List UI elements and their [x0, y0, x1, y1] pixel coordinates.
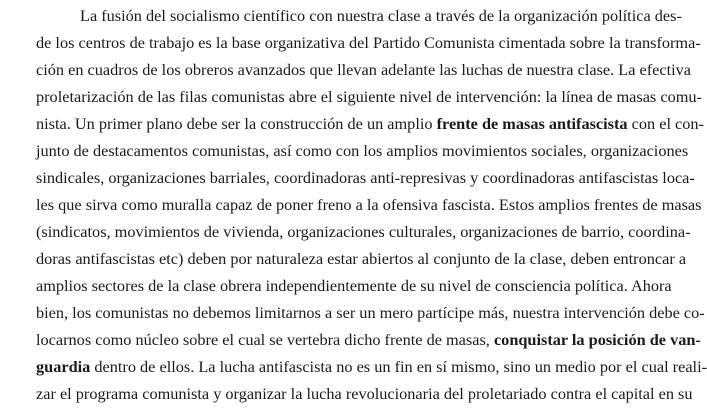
text-line	[36, 87, 702, 107]
text-line	[36, 222, 691, 242]
text-line	[36, 195, 702, 215]
text-run: junto de destacamentos comunistas, así como con los amplios movimientos sociales, organizaciones	[36, 141, 689, 160]
text-run: sindicales, organizaciones barriales, coordinadoras anti-represivas y coordinadoras antifascistas loca-	[36, 168, 695, 187]
text-line	[36, 276, 672, 296]
text-run: locarnos como núcleo sobre el cual se vertebra dicho frente de masas,	[36, 330, 494, 349]
text-run: zar el programa comunista y organizar la lucha revolucionaria del proletariado contra el capital en su	[36, 384, 693, 403]
text-line	[36, 384, 693, 404]
text-run: doras antifascistas etc) deben por naturaleza estar abiertos al conjunto de la clase, deben entroncar a	[36, 249, 687, 268]
text-line	[36, 249, 687, 269]
text-run: de los centros de trabajo es la base organizativa del Partido Comunista cimentada sobre la transforma-	[36, 33, 701, 52]
text-run: ción en cuadros de los obreros avanzados que llevan adelante las luchas de nuestra clase. La efectiva	[36, 60, 692, 79]
text-line	[36, 168, 695, 188]
text-line	[36, 303, 705, 323]
text-line	[80, 6, 682, 26]
bold-text: guardia	[36, 357, 91, 376]
text-run: con el con-	[627, 114, 704, 133]
text-line	[36, 330, 701, 350]
text-run: les que sirva como muralla capaz de poner freno a la ofensiva fascista. Estos amplios frentes de masas	[36, 195, 702, 214]
text-run: La fusión del socialismo científico con nuestra clase a través de la organización política des-	[80, 6, 682, 25]
bold-text: frente de masas antifascista	[436, 114, 628, 133]
text-run: bien, los comunistas no debemos limitarnos a ser un mero partícipe más, nuestra intervención debe co-	[36, 303, 705, 322]
text-line	[36, 114, 704, 134]
bold-text: conquistar la posición de van-	[493, 330, 701, 349]
text-line	[36, 33, 701, 53]
text-line	[36, 141, 689, 161]
text-run: nista. Un primer plano debe ser la construcción de un amplio	[36, 114, 437, 133]
text-line	[36, 357, 707, 377]
text-run: dentro de ellos. La lucha antifascista no es un fin en sí mismo, sino un medio por el cual reali-	[90, 357, 707, 376]
text-line	[36, 60, 692, 80]
text-run: amplios sectores de la clase obrera independientemente de su nivel de consciencia política. Ahora	[36, 276, 672, 295]
text-run: proletarización de las filas comunistas abre el siguiente nivel de intervención: la línea de masas comu-	[36, 87, 702, 106]
text-run: (sindicatos, movimientos de vivienda, organizaciones culturales, organizaciones de barrio, coordina-	[36, 222, 691, 241]
